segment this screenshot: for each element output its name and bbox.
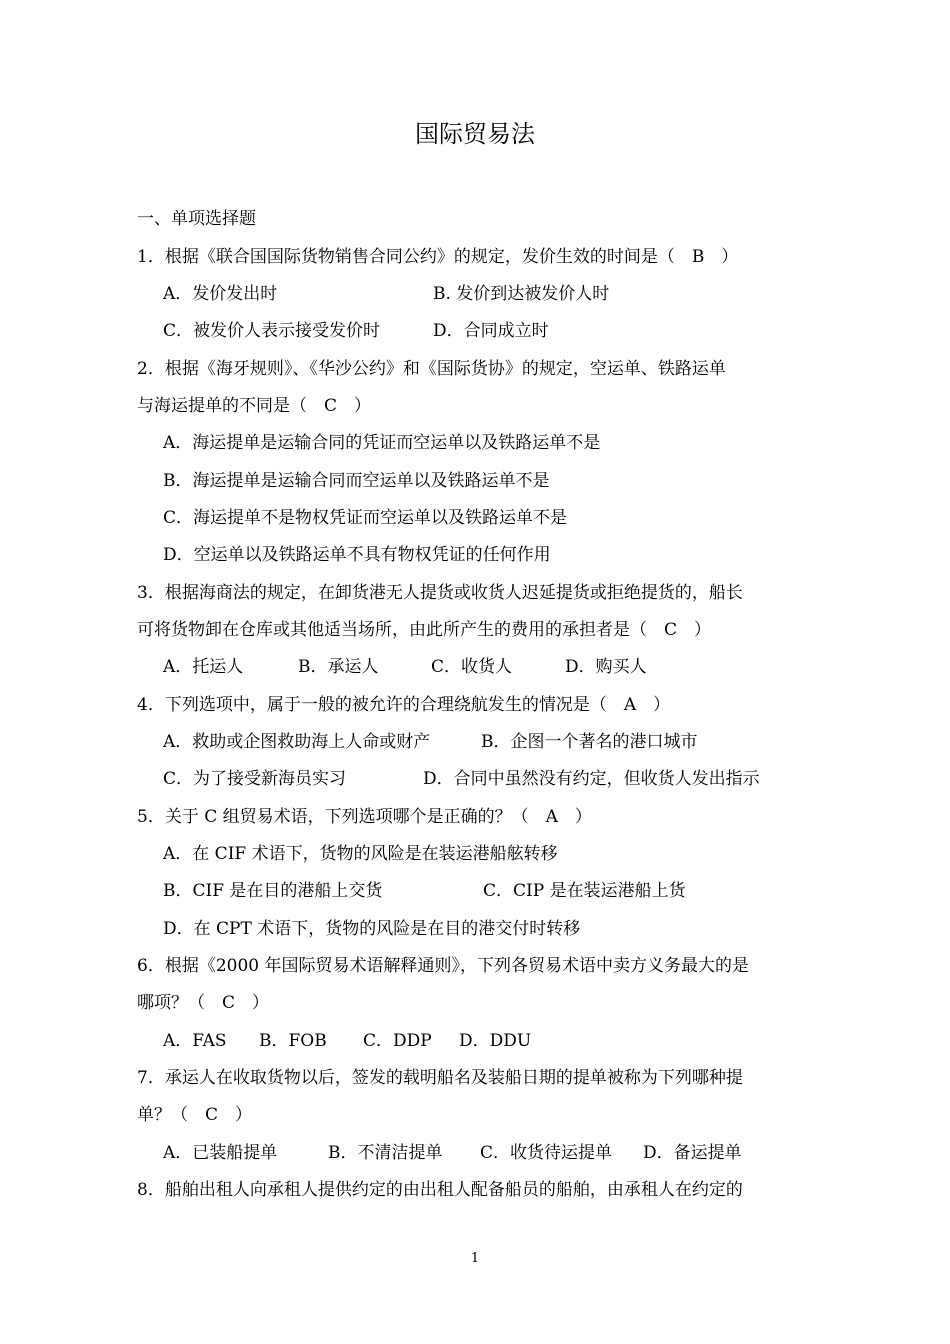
question-3-option-b: B．承运人 bbox=[298, 657, 379, 677]
question-1-option-b: B. 发价到达被发价人时 bbox=[433, 284, 610, 304]
question-6-option-c: C．DDP bbox=[363, 1031, 432, 1051]
question-7-option-c: C．收货待运提单 bbox=[480, 1143, 613, 1163]
question-2-stem-line-2: 与海运提单的不同是（ C ） bbox=[137, 396, 372, 416]
question-6-option-d: D．DDU bbox=[459, 1031, 532, 1051]
question-2-option-a: A．海运提单是运输合同的凭证而空运单以及铁路运单不是 bbox=[163, 433, 601, 453]
question-2-stem-line-1: 2．根据《海牙规则》、《华沙公约》和《国际货协》的规定，空运单、铁路运单 bbox=[137, 359, 726, 379]
question-3-stem-line-1: 3．根据海商法的规定，在卸货港无人提货或收货人迟延提货或拒绝提货的，船长 bbox=[137, 583, 743, 603]
question-7-option-d: D．备运提单 bbox=[643, 1143, 742, 1163]
question-4-stem: 4．下列选项中，属于一般的被允许的合理绕航发生的情况是（ A ） bbox=[137, 695, 671, 715]
question-4-option-b: B．企图一个著名的港口城市 bbox=[481, 732, 698, 752]
question-3-option-c: C．收货人 bbox=[431, 657, 513, 677]
question-4-option-d: D．合同中虽然没有约定，但收货人发出指示 bbox=[423, 769, 760, 789]
question-6-stem-line-1: 6．根据《2000 年国际贸易术语解释通则》，下列各贸易术语中卖方义务最大的是 bbox=[137, 956, 749, 976]
question-3-option-d: D．购买人 bbox=[565, 657, 647, 677]
section-heading: 一、单项选择题 bbox=[137, 209, 256, 229]
question-3-option-a: A．托运人 bbox=[163, 657, 244, 677]
question-2-option-d: D．空运单以及铁路运单不具有物权凭证的任何作用 bbox=[163, 545, 551, 565]
question-7-option-b: B．不清洁提单 bbox=[328, 1143, 443, 1163]
question-6-option-b: B．FOB bbox=[259, 1031, 327, 1051]
question-1-stem: 1．根据《联合国国际货物销售合同公约》的规定，发价生效的时间是（ B ） bbox=[137, 247, 739, 267]
question-1-option-a: A．发价发出时 bbox=[163, 284, 278, 304]
page-number: 1 bbox=[470, 1251, 480, 1266]
question-5-stem: 5．关于 C 组贸易术语，下列选项哪个是正确的？（ A ） bbox=[137, 807, 592, 827]
question-7-option-a: A．已装船提单 bbox=[163, 1143, 278, 1163]
question-7-stem-line-1: 7．承运人在收取货物以后，签发的载明船名及装船日期的提单被称为下列哪种提 bbox=[137, 1068, 743, 1088]
question-6-option-a: A．FAS bbox=[163, 1031, 227, 1051]
question-5-option-d: D．在 CPT 术语下，货物的风险是在目的港交付时转移 bbox=[163, 919, 581, 939]
question-4-option-c: C．为了接受新海员实习 bbox=[163, 769, 347, 789]
question-6-stem-line-2: 哪项？（ C ） bbox=[137, 993, 270, 1013]
question-5-option-b: B．CIF 是在目的港船上交货 bbox=[163, 881, 383, 901]
question-7-stem-line-2: 单？（ C ） bbox=[137, 1105, 253, 1125]
question-1-option-c: C．被发价人表示接受发价时 bbox=[163, 321, 381, 341]
question-4-option-a: A．救助或企图救助海上人命或财产 bbox=[163, 732, 431, 752]
page-title: 国际贸易法 bbox=[415, 120, 535, 148]
question-2-option-c: C．海运提单不是物权凭证而空运单以及铁路运单不是 bbox=[163, 508, 568, 528]
question-1-option-d: D．合同成立时 bbox=[433, 321, 549, 341]
question-2-option-b: B．海运提单是运输合同而空运单以及铁路运单不是 bbox=[163, 471, 550, 491]
question-8-stem-line-1: 8．船舶出租人向承租人提供约定的由出租人配备船员的船舶，由承租人在约定的 bbox=[137, 1180, 743, 1200]
question-3-stem-line-2: 可将货物卸在仓库或其他适当场所，由此所产生的费用的承担者是（ C ） bbox=[137, 620, 712, 640]
question-5-option-c: C．CIP 是在装运港船上货 bbox=[483, 881, 686, 901]
question-5-option-a: A．在 CIF 术语下，货物的风险是在装运港船舷转移 bbox=[163, 844, 558, 864]
